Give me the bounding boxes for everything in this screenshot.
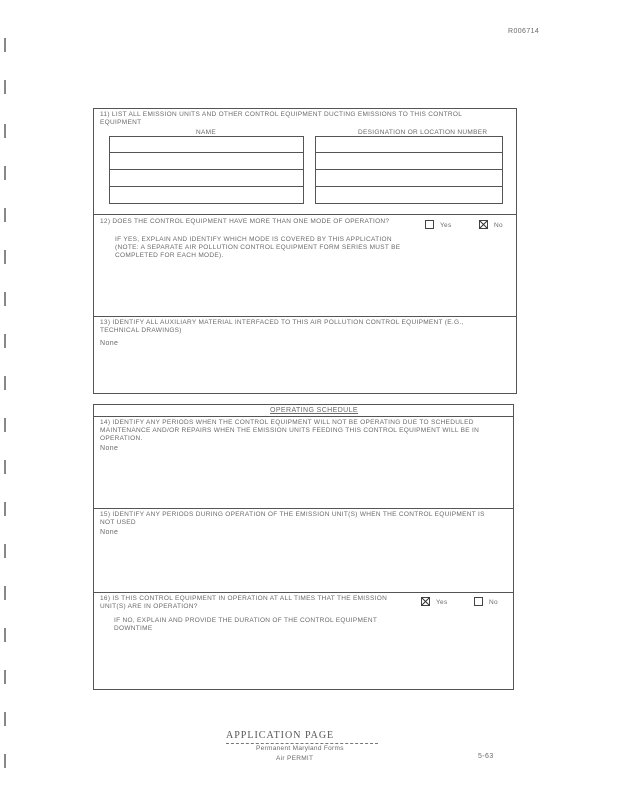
question-15: 15) IDENTIFY ANY PERIODS DURING OPERATION OF THE EMISSION UNIT(S) WHEN THE CONTROL EQUIPMENT IS NOT USED [100,511,485,526]
footer-title: APPLICATION PAGE [226,730,335,741]
page-number: 5-63 [478,753,494,760]
q14-answer: None [100,445,119,452]
q15-answer: None [100,529,119,536]
question-11: 11) LIST ALL EMISSION UNITS AND OTHER CONTROL EQUIPMENT DUCTING EMISSIONS TO THIS CONTROL EQUIPMENT [100,111,462,126]
q12-yes-label: Yes [440,222,452,229]
footer-line-3: Air PERMIT [276,755,314,762]
document-id: R006714 [508,28,540,35]
q12-no-checkbox[interactable] [479,220,488,229]
q16-yes-label: Yes [436,599,448,606]
q16-no-checkbox[interactable] [474,597,483,606]
q16-instruction: IF NO, EXPLAIN AND PROVIDE THE DURATION OF THE CONTROL EQUIPMENT DOWNTIME [114,617,377,632]
q16-no-label: No [489,599,498,606]
q13-answer: None [100,340,119,347]
footer-line-2: Permanent Maryland Forms [256,745,344,752]
operating-schedule-heading: OPERATING SCHEDULE [270,407,358,414]
q16-yes-checkbox[interactable] [421,597,430,606]
q12-instruction: IF YES, EXPLAIN AND IDENTIFY WHICH MODE IS COVERED BY THIS APPLICATION (NOTE: A SEPARATE AIR POLLUTION CONTROL EQUIPMENT FORM SERIES MUST BE COMPLETED FOR EACH MODE). [115,236,401,259]
q12-yes-checkbox[interactable] [425,220,434,229]
emission-unit-ids-table [315,136,503,204]
question-13: 13) IDENTIFY ALL AUXILIARY MATERIAL INTERFACED TO THIS AIR POLLUTION CONTROL EQUIPMENT (E.G., TECHNICAL DRAWINGS) [100,319,464,334]
column-header-designation: DESIGNATION OR LOCATION NUMBER [358,129,488,136]
q12-no-label: No [494,222,503,229]
operating-schedule-box [93,404,514,690]
question-12: 12) DOES THE CONTROL EQUIPMENT HAVE MORE THAN ONE MODE OF OPERATION? [100,218,390,225]
column-header-name: NAME [196,129,216,136]
question-14: 14) IDENTIFY ANY PERIODS WHEN THE CONTROL EQUIPMENT WILL NOT BE OPERATING DUE TO SCHEDULED MAINTENANCE AND/OR REPAIRS WHEN THE EMISSION UNITS FEEDING THIS CONTROL EQUIPMENT WILL BE IN OPERATION. [100,419,480,442]
question-16: 16) IS THIS CONTROL EQUIPMENT IN OPERATION AT ALL TIMES THAT THE EMISSION UNIT(S) ARE IN OPERATION? [100,595,388,610]
emission-unit-names-table [109,136,304,204]
